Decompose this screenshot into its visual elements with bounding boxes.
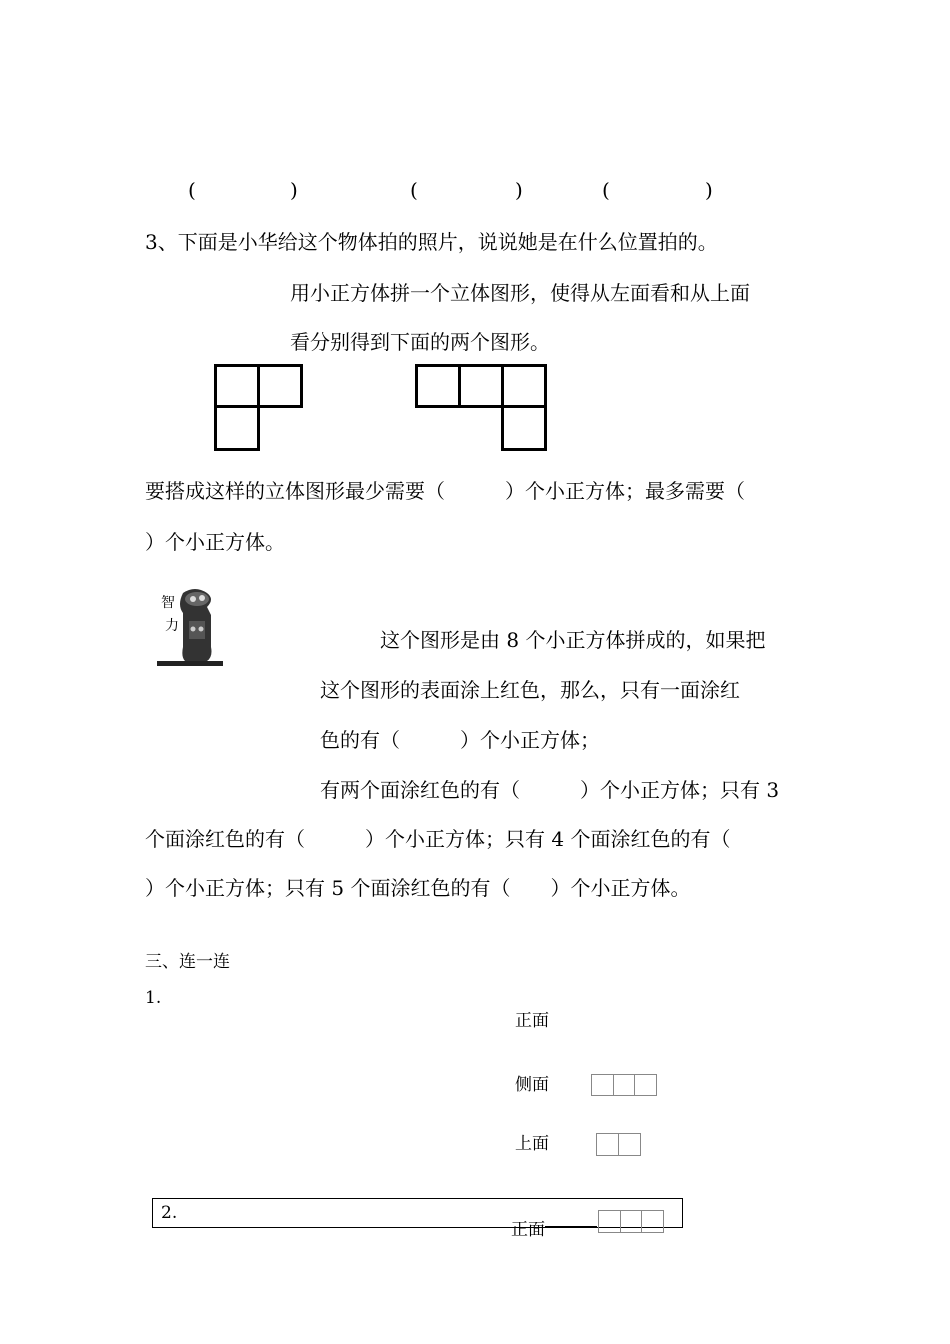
paren-open-1: ( (188, 178, 196, 202)
view-side-label: 侧面 (515, 1075, 549, 1095)
item2-front-cell (598, 1210, 621, 1233)
q3-line1: 用小正方体拼一个立体图形，使得从左面看和从上面 (290, 281, 750, 305)
top-view-cell (415, 364, 461, 408)
left-view-cell (214, 405, 260, 451)
top-view-cell (501, 405, 547, 451)
item1-label: 1. (145, 988, 162, 1008)
brain-line6: ）个小正方体；只有 5 个面涂红色的有（ ）个小正方体。 (145, 876, 691, 900)
paren-close-2: ) (515, 178, 523, 202)
brain-badge-char-1: 智 (161, 595, 175, 611)
q3-fill2: ）个小正方体。 (145, 530, 285, 554)
paren-close-1: ) (290, 178, 298, 202)
q3-fill1: 要搭成这样的立体图形最少需要（ ）个小正方体；最多需要（ (145, 479, 745, 503)
q3-title: 3、下面是小华给这个物体拍的照片，说说她是在什么位置拍的。 (145, 230, 718, 254)
paren-open-2: ( (410, 178, 418, 202)
brain-teaser-icon (155, 585, 225, 670)
item2-front-label: 正面 (511, 1220, 545, 1240)
view-front-label: 正面 (515, 1011, 549, 1031)
section3-title: 三、连一连 (145, 952, 230, 972)
brain-line2: 这个图形的表面涂上红色，那么，只有一面涂红 (320, 678, 740, 702)
top-view-small-cell (596, 1133, 619, 1156)
item2-label: 2. (161, 1203, 178, 1223)
top-view-small-cell (618, 1133, 641, 1156)
brain-line3: 色的有（ ）个小正方体； (320, 728, 600, 752)
top-view-cell (501, 364, 547, 408)
top-view-cell (458, 364, 504, 408)
item2-connector-line (545, 1226, 597, 1227)
side-view-cell (634, 1074, 657, 1096)
brain-line5: 个面涂红色的有（ ）个小正方体；只有 4 个面涂红色的有（ (145, 827, 731, 851)
q3-line2: 看分别得到下面的两个图形。 (290, 330, 550, 354)
brain-badge-char-2: 力 (165, 618, 179, 634)
brain-line1: 这个图形是由 8 个小正方体拼成的，如果把 (380, 628, 766, 652)
paren-close-3: ) (705, 178, 713, 202)
side-view-cell (613, 1074, 635, 1096)
item2-front-cell (641, 1210, 664, 1233)
view-top-label: 上面 (515, 1134, 549, 1154)
left-view-cell (214, 364, 260, 408)
side-view-cell (591, 1074, 614, 1096)
paren-open-3: ( (602, 178, 610, 202)
brain-line4: 有两个面涂红色的有（ ）个小正方体；只有 3 (320, 778, 780, 802)
left-view-cell (257, 364, 303, 408)
item2-front-cell (620, 1210, 642, 1233)
